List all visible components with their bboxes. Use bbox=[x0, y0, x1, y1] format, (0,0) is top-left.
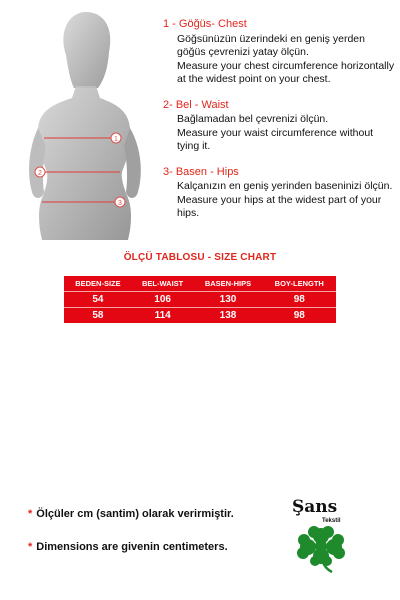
cell-size: 58 bbox=[64, 308, 132, 323]
col-header-hips: BASEN-HIPS bbox=[193, 276, 262, 292]
col-header-length: BOY-LENGTH bbox=[263, 276, 336, 292]
marker-3 bbox=[115, 197, 125, 207]
svg-text:2: 2 bbox=[38, 170, 42, 177]
brand-logo bbox=[286, 497, 356, 572]
waist-instruction bbox=[163, 99, 395, 154]
cell-size: 54 bbox=[64, 292, 132, 308]
chest-title: 1 - Göğüs- Chest bbox=[163, 18, 247, 30]
clover-icon bbox=[296, 525, 346, 573]
cell-waist: 114 bbox=[132, 308, 194, 323]
marker-1 bbox=[111, 133, 121, 143]
waist-text-tr: Bağlamadan bel çevrenizi ölçün. bbox=[177, 113, 329, 125]
note-tr bbox=[28, 508, 234, 520]
marker-2 bbox=[35, 167, 45, 177]
table-row bbox=[64, 308, 336, 323]
chest-instruction bbox=[163, 18, 395, 87]
chest-text-tr: Göğsünüzün üzerindeki en geniş yerden göğüs çevrenizi yatay ölçün. bbox=[177, 32, 365, 58]
measurement-instructions bbox=[163, 18, 395, 233]
cell-length: 98 bbox=[263, 292, 336, 308]
hips-title: 3- Basen - Hips bbox=[163, 165, 239, 178]
col-header-waist: BEL-WAIST bbox=[132, 276, 194, 292]
table-header-row bbox=[64, 276, 336, 292]
body-measurement-figure bbox=[8, 10, 158, 240]
size-chart-title: ÖLÇÜ TABLOSU - SIZE CHART bbox=[123, 252, 277, 263]
note-text-en: Dimensions are givenin centimeters. bbox=[36, 541, 228, 553]
note-text-tr: Ölçüler cm (santim) olarak verirmiştir. bbox=[36, 508, 234, 520]
hips-instruction bbox=[163, 166, 395, 221]
svg-text:3: 3 bbox=[118, 200, 122, 207]
table-row bbox=[64, 292, 336, 308]
asterisk: * bbox=[28, 541, 33, 553]
note-en bbox=[28, 541, 228, 553]
brand-name: Şans bbox=[292, 497, 338, 517]
waist-text-en: Measure your waist circumference without tying it. bbox=[177, 126, 374, 152]
brand-subtitle: Tekstil bbox=[322, 518, 341, 524]
body-silhouette bbox=[8, 10, 158, 240]
size-table bbox=[64, 276, 336, 323]
waist-title: 2- Bel - Waist bbox=[163, 98, 229, 111]
asterisk: * bbox=[28, 508, 33, 520]
cell-waist: 106 bbox=[132, 292, 194, 308]
cell-hips: 138 bbox=[193, 308, 262, 323]
svg-text:1: 1 bbox=[114, 136, 118, 143]
col-header-size: BEDEN-SIZE bbox=[64, 276, 132, 292]
cell-length: 98 bbox=[263, 308, 336, 323]
chest-text-en: Measure your chest circumference horizontally at the widest point on your chest. bbox=[177, 59, 395, 85]
hips-text-en: Measure your hips at the widest part of your hips. bbox=[177, 193, 382, 219]
cell-hips: 130 bbox=[193, 292, 262, 308]
hips-text-tr: Kalçanızın en geniş yerinden baseninizi ölçün. bbox=[177, 180, 393, 192]
